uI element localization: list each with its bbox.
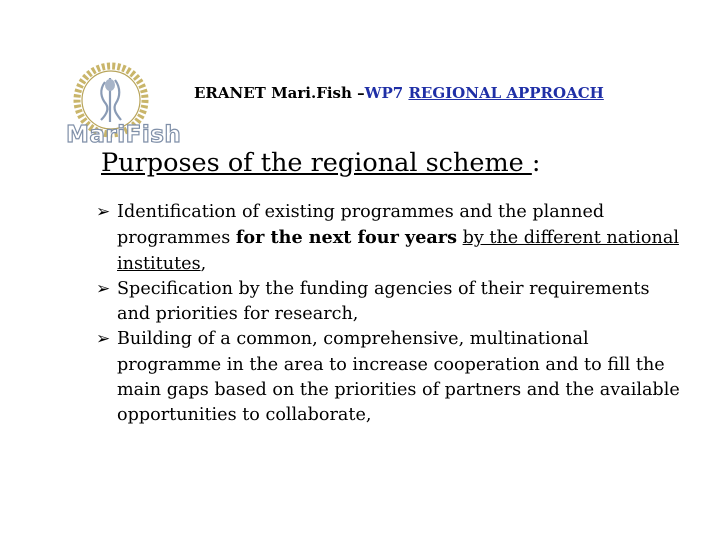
bullet-item	[96, 200, 686, 277]
bullet-text-1	[117, 202, 679, 274]
arrowhead-bullet-icon: ➢	[96, 278, 111, 299]
bullet-list	[96, 200, 686, 429]
arrowhead-bullet-icon: ➢	[96, 329, 111, 350]
bullet-text-3: Building of a common, comprehensive, multinational programme in the area to increase cooperation and to fill the main gaps based on the priorities of partners and the available opportunities to collaborate,	[117, 329, 680, 426]
slide-title-colon: :	[531, 148, 541, 178]
bullet-text-2: Specification by the funding agencies of their requirements and priorities for research,	[117, 278, 650, 325]
slide-title	[101, 148, 540, 178]
bullet-segment-underline: by the different national institutes	[117, 228, 679, 274]
header-workpackage: WP7	[364, 84, 409, 102]
bullet-segment-bold: for the next four years	[235, 227, 457, 249]
header-project-name: ERANET Mari.Fish –	[194, 84, 365, 102]
arrowhead-bullet-icon: ➢	[96, 202, 111, 222]
header-topic-link: REGIONAL APPROACH	[408, 84, 604, 102]
bullet-segment: Identification of existing programmes and the planned programmes	[117, 202, 605, 249]
bullet-segment: ,	[200, 253, 207, 274]
bullet-item	[96, 277, 686, 328]
bullet-item	[96, 327, 686, 428]
slide-title-text: Purposes of the regional scheme	[101, 148, 532, 178]
logo-text: MariFish	[66, 122, 182, 148]
slide-header	[194, 84, 604, 102]
